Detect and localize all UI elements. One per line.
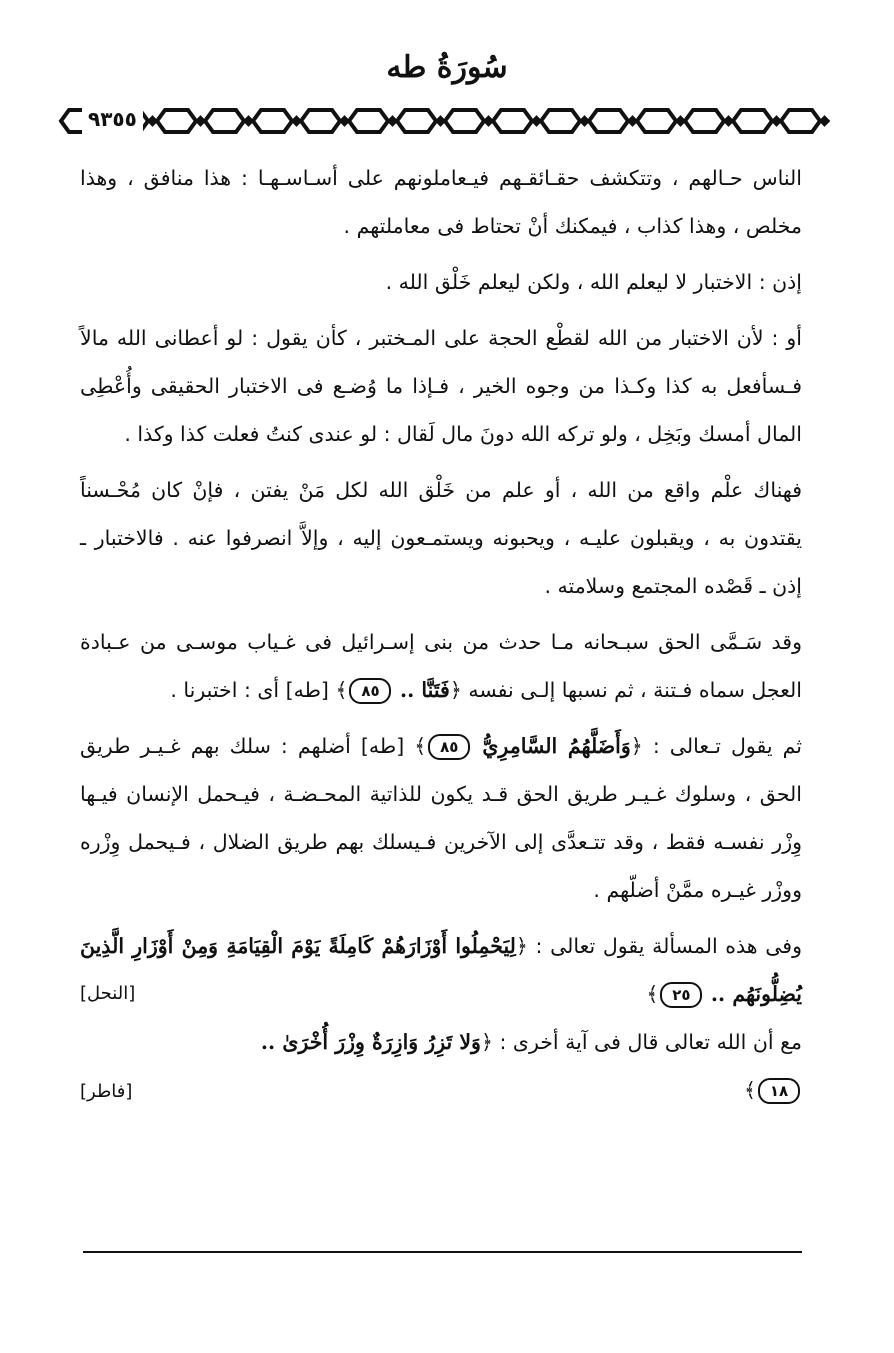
paragraph-6-text-after: ﴾ [طه] أضلهم : سلك بهم غـيـر طريق الحق ، وسلوك غـيـر طريق الحق قـد يكون للذاتية المحـضـة ، فيـحمل الإنسان فيـها وِزْر نفسـه فقط ، وقد تتـعدَّى إلى الآخرين فـيسلك بهم طريق الضلال ، فـيحمل وِزْره ووزْر غيـره ممَّنْ أضلّهم . — [80, 734, 802, 902]
ornament-link — [685, 110, 724, 132]
paragraph-6 — [80, 722, 802, 914]
ornament-link — [253, 110, 292, 132]
ornament-diamond — [822, 118, 828, 124]
ornament-link — [493, 110, 532, 132]
quran-quote: لِيَحْمِلُوا أَوْزَارَهُمْ كَامِلَةً يَوْمَ الْقِيَامَةِ وَمِنْ أَوْزَارِ الَّذِينَ يُضِلُّونَهُم .. — [80, 934, 802, 1006]
ornament-link — [781, 110, 820, 132]
quran-quote: فَتَنَّا .. — [400, 678, 450, 702]
page-body — [80, 154, 802, 1124]
ayah-closing — [744, 1066, 802, 1114]
ornament-link — [397, 110, 436, 132]
ayah-number-badge: ٢٥ — [660, 982, 702, 1008]
quran-quote: وَلا تَزِرُ وَازِرَةٌ وِزْرَ أُخْرَىٰ .. — [260, 1030, 481, 1054]
paragraph-5 — [80, 618, 802, 714]
paragraph-8 — [80, 1018, 802, 1116]
ornament-link — [637, 110, 676, 132]
ayah-number-badge: ٨٥ — [349, 678, 391, 704]
paragraph-3: أو : لأن الاختبار من الله لقطْع الحجة على المـختبر ، كأن يقول : لو أعطانى الله مالاً فـسأفعل به كذا وكـذا من وجوه الخير ، فـإذا ما وُضـع فى الاختبار الحقيقى وأُعْطِى المال أمسك وبَخِل ، ولو تركه الله دونَ مال لَقال : لو عندى كنتُ فعلت كذا وكذا . — [80, 326, 802, 446]
ornament-link — [349, 110, 388, 132]
ayah-number-badge: ١٨ — [758, 1078, 800, 1104]
page-number: ٩٣٥٥ — [82, 101, 143, 137]
verse-reference-line — [80, 1066, 802, 1116]
paragraph-8-text-after: ﴾ — [743, 1078, 756, 1102]
surah-reference: [النحل] — [80, 983, 136, 1004]
ornament-link — [733, 110, 772, 132]
paragraph-7-text-after: ﴾ — [646, 982, 659, 1006]
ornament-link — [589, 110, 628, 132]
paragraph-2: إذن : الاختبار لا ليعلم الله ، ولكن ليعلم خَلْق الله . — [385, 270, 802, 294]
surah-title: سُورَةُ طه — [386, 50, 508, 85]
header-ornament — [58, 106, 830, 136]
paragraph-8-text-before: مع أن الله تعالى قال فى آية أخرى : ﴿ — [480, 1030, 802, 1054]
paragraph-5-text-before: وقد سَـمَّى الحق سبـحانه مـا حدث من بنى إسـرائيل فى غـياب موسـى من عـبادة العجل سماه فـتنة ، ثم نسبها إلـى نفسه ﴿ — [80, 630, 802, 702]
ornament-link — [541, 110, 580, 132]
ornament-link — [301, 110, 340, 132]
paragraph-7-text-before: وفى هذه المسألة يقول تعالى : ﴿ — [515, 934, 802, 958]
ornament-link — [205, 110, 244, 132]
ayah-number-badge: ٨٥ — [428, 734, 470, 760]
page-header — [0, 48, 894, 88]
footer-rule — [83, 1251, 802, 1253]
paragraph-6-text-before: ثم يقول تـعالى : ﴿ — [630, 734, 802, 758]
surah-reference: [فاطر] — [80, 1081, 133, 1102]
ornament-link — [445, 110, 484, 132]
paragraph-4: فهناك علْم واقع من الله ، أو علم من خَلْق الله لكل مَنْ يفتن ، فإنْ كان مُحْـسناً يقتدون به ، ويقبلون عليـه ، ويحبونه ويستمـعون إليه ، وإلاَّ انصرفوا عنه . فالاختبار ـ إذن ـ قَصْده المجتمع وسلامته . — [80, 478, 802, 598]
paragraph-5-text-after: ﴾ [طه] أى : اختبرنا . — [170, 678, 348, 702]
paragraph-7 — [80, 922, 802, 1018]
ornament-link — [157, 110, 196, 132]
quran-quote: وَأَضَلَّهُمُ السَّامِرِيُّ — [482, 734, 631, 758]
paragraph-1: الناس حـالهم ، وتتكشف حقـائقـهم فيـعاملونهم على أسـاسـهـا : هذا منافق ، وهذا مخلص ، وهذا كذاب ، فيمكنك أنْ تحتاط فى معاملتهم . — [80, 166, 802, 238]
